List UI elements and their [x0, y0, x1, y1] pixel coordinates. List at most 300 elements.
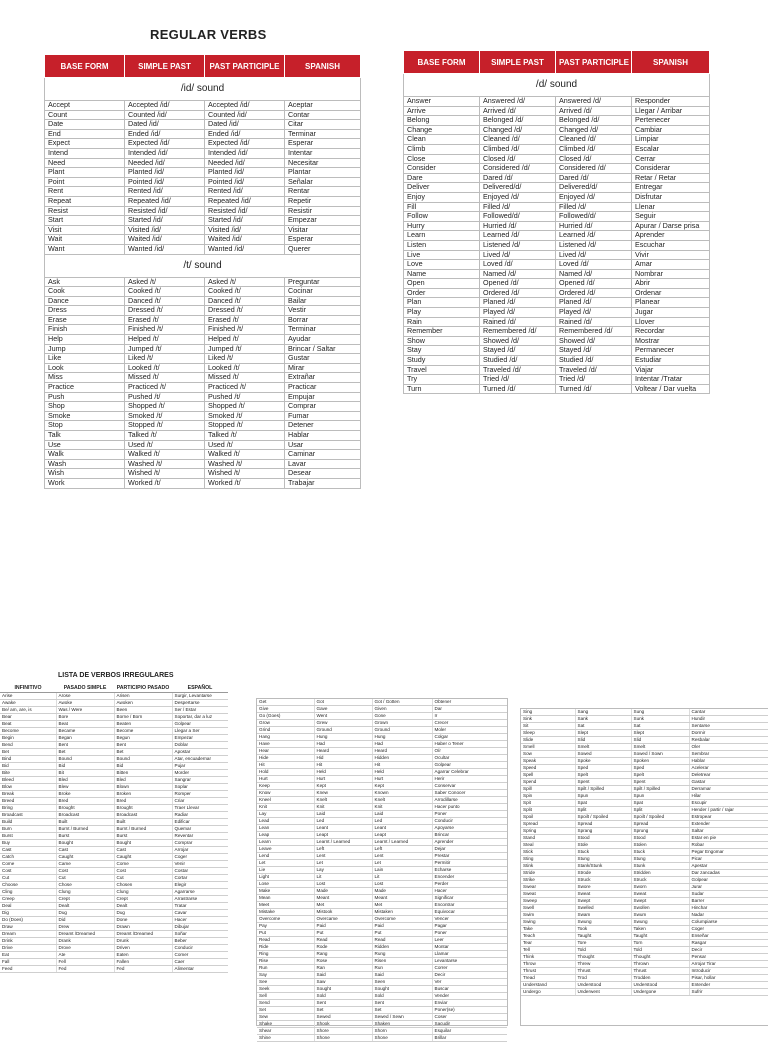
table-cell: Ser / Estar — [172, 707, 228, 714]
table-cell: Sunk — [631, 716, 689, 723]
table-cell: Slide — [521, 737, 575, 744]
table-cell: Drink — [0, 938, 56, 945]
table-cell: Alimentar — [172, 966, 228, 973]
table-cell: Fed — [56, 966, 114, 973]
table-cell: Counted /id/ — [125, 110, 205, 120]
table-cell: Jurar — [689, 884, 768, 891]
table-cell: Strode — [575, 870, 631, 877]
table-row — [521, 723, 768, 730]
table-cell: Conducir — [172, 945, 228, 952]
table-cell: Understood — [575, 982, 631, 989]
table-cell: Ver — [432, 979, 507, 986]
table-cell: Awoken — [114, 700, 172, 707]
table-cell: Obtener — [432, 699, 507, 706]
table-cell: Bid — [114, 763, 172, 770]
table-row — [257, 776, 507, 783]
table-row — [521, 968, 768, 975]
table-cell: Llenar — [632, 202, 710, 212]
table-cell: Hide — [257, 755, 314, 762]
table-cell: Prestar — [432, 853, 507, 860]
table-row — [521, 898, 768, 905]
table-cell: Opened /d/ — [556, 279, 632, 289]
table-cell: Thrust — [631, 968, 689, 975]
table-cell: Sufrir — [689, 989, 768, 996]
table-cell: Encontrar — [432, 902, 507, 909]
table-cell: Stole — [575, 842, 631, 849]
table-cell: Stung — [575, 856, 631, 863]
table-cell: Smelt — [631, 744, 689, 751]
table-cell: Rose — [314, 958, 372, 965]
table-cell: Fallen — [114, 959, 172, 966]
table-row — [45, 459, 361, 469]
sound-section-row — [45, 78, 361, 101]
table-cell: Herir — [432, 776, 507, 783]
table-row — [404, 202, 710, 212]
table-cell: Delivered/d/ — [556, 183, 632, 193]
table-cell: Dreamt /Dreamed — [114, 931, 172, 938]
table-cell: Radiar — [172, 812, 228, 819]
table-cell: Keep — [257, 783, 314, 790]
table-cell: Put — [372, 930, 432, 937]
table-cell: Study — [404, 356, 480, 366]
table-cell: Held — [314, 769, 372, 776]
table-row — [0, 889, 228, 896]
table-row — [521, 940, 768, 947]
table-cell: Deletrear — [689, 772, 768, 779]
table-cell: Fall — [0, 959, 56, 966]
table-cell: Acelerar — [689, 765, 768, 772]
table-cell: Dared /d/ — [556, 173, 632, 183]
table-cell: Looked /t/ — [205, 363, 285, 373]
table-cell: Change — [404, 125, 480, 135]
table-cell: Bleed — [0, 777, 56, 784]
table-cell: Live — [404, 250, 480, 260]
table-cell: Bid — [0, 763, 56, 770]
table-cell: Travel — [404, 365, 480, 375]
table-cell: Stuck — [631, 849, 689, 856]
table-cell: Follow — [404, 212, 480, 222]
table-row — [45, 363, 361, 373]
table-cell: Set — [314, 1007, 372, 1014]
table-cell: Speak — [521, 758, 575, 765]
table-cell: Lent — [372, 853, 432, 860]
table-row — [521, 842, 768, 849]
table-cell: Contar — [285, 110, 361, 120]
table-cell: Let — [372, 860, 432, 867]
table-cell: Feed — [0, 966, 56, 973]
table-cell: Spend — [521, 779, 575, 786]
table-cell: Use — [45, 440, 125, 450]
table-cell: Dance — [45, 296, 125, 306]
table-cell: Said — [372, 972, 432, 979]
table-cell: Paid — [372, 923, 432, 930]
table-cell: Spun — [631, 793, 689, 800]
table-cell: Considerar — [632, 164, 710, 174]
table-cell: Empezar — [172, 735, 228, 742]
table-cell: Hit — [257, 762, 314, 769]
table-cell: Oler — [689, 744, 768, 751]
table-cell: Answer — [404, 97, 480, 107]
table-cell: Left — [372, 846, 432, 853]
table-cell: Cut — [0, 875, 56, 882]
table-cell: Showed /d/ — [480, 336, 556, 346]
table-cell: Counted /id/ — [205, 110, 285, 120]
table-row — [521, 933, 768, 940]
table-cell: Shine — [257, 1035, 314, 1042]
table-cell: Encender — [432, 874, 507, 881]
table-row — [257, 790, 507, 797]
table-cell: Kept — [314, 783, 372, 790]
table-row — [521, 912, 768, 919]
irregular-table-1 — [0, 684, 228, 973]
table-cell: Arisen — [114, 693, 172, 700]
table-row — [0, 854, 228, 861]
table-cell: See — [257, 979, 314, 986]
table-row — [404, 336, 710, 346]
table-row — [404, 183, 710, 193]
table-cell: Necesitar — [285, 158, 361, 168]
table-cell: Señalar — [285, 177, 361, 187]
table-cell: Buscar — [432, 986, 507, 993]
table-cell: Cut — [56, 875, 114, 882]
table-cell: Stuck — [575, 849, 631, 856]
table-cell: Come — [0, 861, 56, 868]
table-cell: Climb — [404, 144, 480, 154]
table-cell: Deliver — [404, 183, 480, 193]
table-cell: Spread — [521, 821, 575, 828]
table-cell: Overcome — [372, 916, 432, 923]
table-cell: Rent — [45, 187, 125, 197]
table-cell: Sit — [521, 723, 575, 730]
table-cell: Washed /t/ — [205, 459, 285, 469]
table-cell: Colgar — [432, 734, 507, 741]
column-header: PASADO SIMPLE — [56, 684, 114, 693]
table-cell: Danced /t/ — [205, 296, 285, 306]
table-row — [0, 868, 228, 875]
table-cell: Told — [631, 947, 689, 954]
table-row — [521, 821, 768, 828]
table-cell: Esperar — [285, 235, 361, 245]
table-cell: Abrir — [632, 279, 710, 289]
table-cell: Dressed /t/ — [205, 306, 285, 316]
table-row — [45, 411, 361, 421]
table-cell: Broadcast — [114, 812, 172, 819]
table-cell: Sent — [314, 1000, 372, 1007]
table-row — [257, 839, 507, 846]
table-cell: Started /id/ — [205, 216, 285, 226]
table-cell: Listened /d/ — [480, 240, 556, 250]
table-cell: Followed/d/ — [480, 212, 556, 222]
table-row — [404, 346, 710, 356]
table-cell: Ate — [56, 952, 114, 959]
table-cell: Burn — [0, 826, 56, 833]
table-cell: Built — [56, 819, 114, 826]
table-cell: Thrown — [631, 961, 689, 968]
table-cell: Wait — [45, 235, 125, 245]
table-cell: Resistir — [285, 206, 361, 216]
table-cell: Talk — [45, 431, 125, 441]
table-cell: Dare — [404, 173, 480, 183]
table-row — [257, 1014, 507, 1021]
table-cell: Split — [521, 807, 575, 814]
table-cell: Brillar — [432, 1035, 507, 1042]
table-cell: Met — [314, 902, 372, 909]
table-row — [257, 762, 507, 769]
table-cell: Breed — [0, 798, 56, 805]
table-row — [521, 982, 768, 989]
table-cell: Stolen — [631, 842, 689, 849]
table-row — [257, 1035, 507, 1042]
table-cell: Buy — [0, 840, 56, 847]
table-cell: Undergo — [521, 989, 575, 996]
table-cell: Perder — [432, 881, 507, 888]
table-cell: Give — [257, 706, 314, 713]
table-cell: Ridden — [372, 944, 432, 951]
table-cell: Torn — [631, 940, 689, 947]
table-cell: Apoyarse — [432, 825, 507, 832]
table-cell: Missed /t/ — [205, 373, 285, 383]
table-row — [257, 832, 507, 839]
table-cell: Meant — [314, 895, 372, 902]
table-cell: Stank/Stunk — [575, 863, 631, 870]
table-cell: Hit — [314, 762, 372, 769]
table-cell: Shook — [314, 1021, 372, 1028]
table-cell: Bitten — [114, 770, 172, 777]
table-cell: Answered /d/ — [556, 97, 632, 107]
table-cell: Lay — [314, 867, 372, 874]
table-cell: Practiced /t/ — [205, 383, 285, 393]
table-cell: Lit — [372, 874, 432, 881]
table-row — [0, 882, 228, 889]
table-row — [521, 779, 768, 786]
table-cell: Let — [257, 860, 314, 867]
table-cell: Lived /d/ — [480, 250, 556, 260]
table-cell: Smoke — [45, 411, 125, 421]
table-row — [45, 469, 361, 479]
table-cell: Spread — [631, 821, 689, 828]
table-cell: Made — [314, 888, 372, 895]
table-cell: Columpiarse — [689, 919, 768, 926]
table-cell: Shake — [257, 1021, 314, 1028]
table-cell: Coger — [689, 926, 768, 933]
table-cell: Pensar — [689, 954, 768, 961]
table-cell: Swam — [575, 912, 631, 919]
irregular-sheet-3 — [520, 708, 768, 1026]
table-cell: Hacer punto — [432, 804, 507, 811]
table-cell: Planed /d/ — [480, 298, 556, 308]
table-cell: Burst — [56, 833, 114, 840]
table-cell: Responder — [632, 97, 710, 107]
table-cell: Sung — [631, 709, 689, 716]
table-row — [45, 139, 361, 149]
table-cell: Lost — [314, 881, 372, 888]
table-cell: Sought — [372, 986, 432, 993]
table-row — [45, 177, 361, 187]
table-cell: Enjoy — [404, 192, 480, 202]
table-cell: Worked /t/ — [125, 478, 205, 488]
table-row — [257, 783, 507, 790]
table-cell: Hung — [314, 734, 372, 741]
table-cell: Push — [45, 392, 125, 402]
table-cell: Stride — [521, 870, 575, 877]
table-cell: Empujar — [285, 392, 361, 402]
table-cell: Had — [372, 741, 432, 748]
table-row — [0, 714, 228, 721]
table-row — [521, 891, 768, 898]
table-cell: Learn — [257, 839, 314, 846]
table-cell: Left — [314, 846, 372, 853]
table-cell: Been — [114, 707, 172, 714]
table-cell: Fell — [56, 959, 114, 966]
table-cell: Visited /id/ — [125, 225, 205, 235]
table-cell: Hurried /d/ — [556, 221, 632, 231]
table-row — [404, 97, 710, 107]
table-cell: Planted /id/ — [205, 168, 285, 178]
table-cell: Fed — [114, 966, 172, 973]
table-cell: Surgir, Levantarse — [172, 693, 228, 700]
table-cell: Knelt — [314, 797, 372, 804]
table-row — [404, 221, 710, 231]
table-cell: Beat — [56, 721, 114, 728]
table-cell: Beber — [172, 938, 228, 945]
table-cell: Terminar — [285, 325, 361, 335]
table-cell: Talked /t/ — [125, 431, 205, 441]
table-cell: Swung — [575, 919, 631, 926]
table-cell: Lost — [372, 881, 432, 888]
table-cell: Laid — [314, 811, 372, 818]
table-cell: Leap — [257, 832, 314, 839]
table-cell: Remembered /d/ — [480, 327, 556, 337]
table-cell: Hurt — [372, 776, 432, 783]
table-row — [257, 944, 507, 951]
table-row — [404, 288, 710, 298]
table-cell: Hear — [257, 748, 314, 755]
table-cell: Named /d/ — [480, 269, 556, 279]
table-cell: Enseñar — [689, 933, 768, 940]
table-row — [404, 154, 710, 164]
table-cell: Understand — [521, 982, 575, 989]
table-cell: Walked /t/ — [205, 450, 285, 460]
table-cell: Led — [372, 818, 432, 825]
table-cell: Taught — [575, 933, 631, 940]
table-cell: Creep — [0, 896, 56, 903]
table-cell: Considered /d/ — [556, 164, 632, 174]
table-cell: Clean — [404, 135, 480, 145]
table-cell: Hid — [314, 755, 372, 762]
regular-verbs-right-table — [403, 50, 709, 394]
table-cell: Dreamt /Dreamed — [56, 931, 114, 938]
table-row — [257, 720, 507, 727]
table-cell: Llamar — [432, 951, 507, 958]
table-cell: Be/ am, are, is — [0, 707, 56, 714]
table-cell: Mostrar — [632, 336, 710, 346]
table-cell: Answered /d/ — [480, 97, 556, 107]
table-cell: Shop — [45, 402, 125, 412]
table-row — [257, 972, 507, 979]
table-cell: Nombrar — [632, 269, 710, 279]
table-cell: Struck — [631, 877, 689, 884]
table-cell: Awake — [0, 700, 56, 707]
table-cell: Spill — [521, 786, 575, 793]
table-cell: Stood — [575, 835, 631, 842]
table-cell: Seek — [257, 986, 314, 993]
table-cell: Drew — [56, 924, 114, 931]
table-cell: Learned /d/ — [480, 231, 556, 241]
table-cell: Caught — [56, 854, 114, 861]
table-cell: Bend — [0, 742, 56, 749]
table-cell: Poner(se) — [432, 1007, 507, 1014]
table-cell: Underwent — [575, 989, 631, 996]
table-cell: Sembrar — [689, 751, 768, 758]
table-row — [521, 884, 768, 891]
table-row — [0, 931, 228, 938]
table-row — [521, 849, 768, 856]
table-row — [404, 269, 710, 279]
table-cell: Sprung — [631, 828, 689, 835]
table-cell: Repetir — [285, 196, 361, 206]
table-cell: Practicar — [285, 383, 361, 393]
table-cell: Vencer — [432, 916, 507, 923]
table-cell: Fill — [404, 202, 480, 212]
table-row — [0, 728, 228, 735]
table-cell: Bet — [0, 749, 56, 756]
table-row — [257, 755, 507, 762]
table-cell: Plant — [45, 168, 125, 178]
table-row — [45, 277, 361, 287]
table-cell: Derramar — [689, 786, 768, 793]
table-row — [521, 793, 768, 800]
table-cell: Saltar — [689, 828, 768, 835]
table-cell: Shone — [372, 1035, 432, 1042]
table-cell: Look — [45, 363, 125, 373]
table-cell: Run — [372, 965, 432, 972]
table-cell: Poner — [432, 811, 507, 818]
table-cell: Bent — [56, 742, 114, 749]
table-cell: Erased /t/ — [125, 315, 205, 325]
table-cell: Grew — [314, 720, 372, 727]
table-cell: Dared /d/ — [480, 173, 556, 183]
table-row — [257, 993, 507, 1000]
table-cell: Eaten — [114, 952, 172, 959]
table-cell: Mistaken — [372, 909, 432, 916]
table-cell: Sink — [521, 716, 575, 723]
table-cell: Choose — [0, 882, 56, 889]
table-cell: Oír — [432, 748, 507, 755]
table-cell: Stayed /d/ — [480, 346, 556, 356]
table-row — [45, 206, 361, 216]
table-row — [257, 706, 507, 713]
table-cell: Cooked /t/ — [125, 287, 205, 297]
table-cell: Overcome — [257, 916, 314, 923]
column-header: SPANISH — [632, 51, 710, 74]
table-cell: Limpiar — [632, 135, 710, 145]
table-cell: Caught — [114, 854, 172, 861]
table-row — [404, 212, 710, 222]
table-cell: Think — [521, 954, 575, 961]
table-cell: Wash — [45, 459, 125, 469]
table-cell: Leapt — [372, 832, 432, 839]
table-cell: Cast — [0, 847, 56, 854]
table-cell: Became — [56, 728, 114, 735]
table-row — [521, 758, 768, 765]
table-cell: Resisted /id/ — [205, 206, 285, 216]
table-row — [521, 716, 768, 723]
table-cell: Met — [372, 902, 432, 909]
table-cell: Spelt — [631, 772, 689, 779]
table-cell: Hang — [257, 734, 314, 741]
table-cell: Saw — [314, 979, 372, 986]
column-header: SIMPLE PAST — [480, 51, 556, 74]
